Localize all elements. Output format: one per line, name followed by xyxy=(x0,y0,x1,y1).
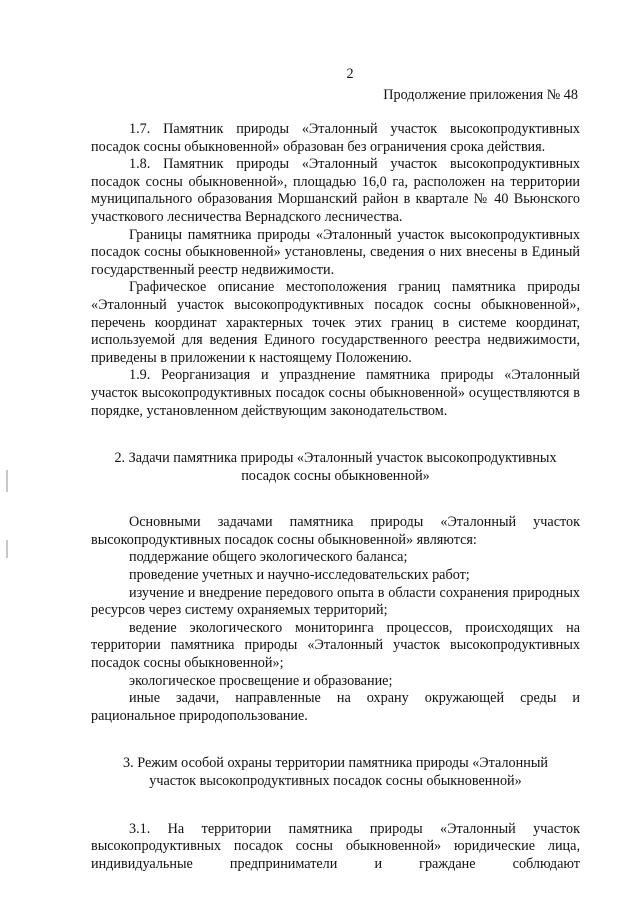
section-2-heading-line-2: посадок сосны обыкновенной» xyxy=(241,467,430,484)
document-body xyxy=(91,121,580,873)
margin-mark xyxy=(6,470,8,492)
paragraph-borders: Границы памятника природы «Эталонный участок высокопродуктивных посадок сосны обыкновенной» установлены, сведения о них внесены в Единый государственный реестр недвижимости. xyxy=(91,226,580,278)
task-item: проведение учетных и научно-исследовательских работ; xyxy=(129,567,470,584)
task-item: иные задачи, направленные на охрану окружающей среды и рациональное природопользование. xyxy=(91,690,580,724)
margin-mark xyxy=(6,540,8,558)
paragraph-1-7: 1.7. Памятник природы «Эталонный участок высокопродуктивных посадок сосны обыкновенной» образован без ограничения срока действия. xyxy=(91,121,580,155)
section-2-heading-line-1: 2. Задачи памятника природы «Эталонный участок высокопродуктивных xyxy=(114,450,557,467)
task-item: изучение и внедрение передового опыта в области сохранения природных ресурсов через систему охраняемых территорий; xyxy=(91,584,580,619)
section-2-heading xyxy=(91,450,580,485)
task-item: ведение экологического мониторинга процессов, происходящих на территории памятника природы «Эталонный участок высокопродуктивных посадок сосны обыкновенной»; xyxy=(91,619,580,672)
appendix-continuation-note: Продолжение приложения № 48 xyxy=(383,87,578,103)
section-3-heading-line-1: 3. Режим особой охраны территории памятника природы «Эталонный xyxy=(123,755,548,772)
paragraph-3-1: 3.1. На территории памятника природы «Эталонный участок высокопродуктивных посадок сосны обыкновенной» юридические лица, индивидуальные предприниматели и граждане соблюдают xyxy=(91,820,580,872)
paragraph-1-8: 1.8. Памятник природы «Эталонный участок высокопродуктивных посадок сосны обыкновенной», площадью 16,0 га, расположен на территории муниципального образования Моршанский район в квартале № 40 Вьюнского участкового лесничества Вернадского лесничества. xyxy=(91,156,580,225)
paragraph-1-9: 1.9. Реорганизация и упразднение памятника природы «Эталонный участок высокопродуктивных посадок сосны обыкновенной» осуществляются в порядке, установленном действующим законодательством. xyxy=(91,367,580,419)
task-item: поддержание общего экологического баланса; xyxy=(129,549,408,566)
task-item: экологическое просвещение и образование; xyxy=(129,672,393,689)
section-3-heading xyxy=(91,755,580,790)
page-number: 2 xyxy=(346,66,354,82)
paragraph-graphic-description: Графическое описание местоположения границ памятника природы «Эталонный участок высокопродуктивных посадок сосны обыкновенной», перечень координат характерных точек этих границ в системе координат, используемой для ведения Единого государственного реестра недвижимости, приведены в приложении к настоящему Положению. xyxy=(91,279,580,366)
section-3-heading-line-2: участок высокопродуктивных посадок сосны обыкновенной» xyxy=(149,773,522,789)
section-2-intro: Основными задачами памятника природы «Эталонный участок высокопродуктивных посадок сосны обыкновенной» являются: xyxy=(91,514,580,548)
